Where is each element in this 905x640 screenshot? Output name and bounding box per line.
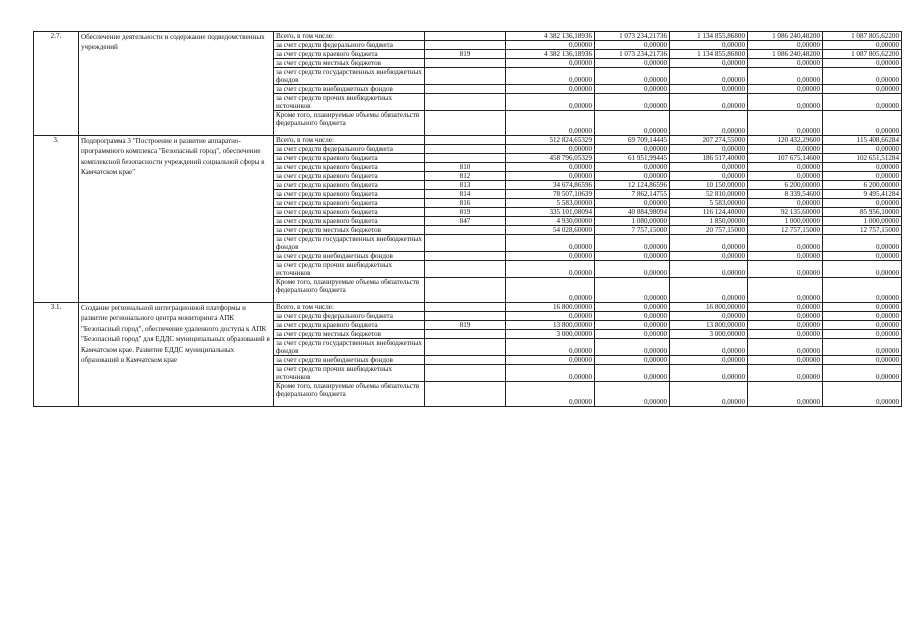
- amount-cell: 1 134 855,86800: [670, 50, 748, 59]
- budget-code: [425, 145, 506, 154]
- funding-source: за счет средств государственных внебюджетных фондов: [274, 339, 425, 356]
- amount-cell: 54 028,60000: [506, 226, 595, 235]
- amount-cell: 0,00000: [670, 382, 748, 407]
- amount-cell: 5 583,00000: [506, 199, 595, 208]
- funding-source: за счет средств краевого бюджета: [274, 217, 425, 226]
- amount-cell: 0,00000: [506, 235, 595, 252]
- amount-cell: 0,00000: [670, 312, 748, 321]
- amount-cell: 115 408,66284: [823, 136, 902, 145]
- amount-cell: 116 124,40000: [670, 208, 748, 217]
- amount-cell: 0,00000: [506, 94, 595, 111]
- budget-code: 819: [425, 208, 506, 217]
- amount-cell: 1 000,00000: [748, 217, 823, 226]
- amount-cell: 69 709,14445: [595, 136, 670, 145]
- amount-cell: 458 796,05329: [506, 154, 595, 163]
- funding-source: за счет средств прочих внебюджетных источников: [274, 261, 425, 278]
- funding-source: Всего, в том числе:: [274, 32, 425, 41]
- amount-cell: 0,00000: [670, 356, 748, 365]
- budget-code: [425, 382, 506, 407]
- amount-cell: 0,00000: [748, 85, 823, 94]
- amount-cell: 0,00000: [506, 365, 595, 382]
- amount-cell: 1 080,00000: [595, 217, 670, 226]
- amount-cell: 0,00000: [823, 145, 902, 154]
- amount-cell: 52 810,00000: [670, 190, 748, 199]
- amount-cell: 34 674,86596: [506, 181, 595, 190]
- funding-source: за счет средств краевого бюджета: [274, 321, 425, 330]
- amount-cell: 85 956,10000: [823, 208, 902, 217]
- amount-cell: 0,00000: [595, 94, 670, 111]
- amount-cell: 0,00000: [595, 321, 670, 330]
- amount-cell: 78 507,10639: [506, 190, 595, 199]
- amount-cell: 12 124,86596: [595, 181, 670, 190]
- amount-cell: 0,00000: [595, 172, 670, 181]
- amount-cell: 0,00000: [595, 312, 670, 321]
- amount-cell: 0,00000: [670, 172, 748, 181]
- budget-code: 816: [425, 199, 506, 208]
- amount-cell: 1 850,00000: [670, 217, 748, 226]
- amount-cell: 0,00000: [506, 111, 595, 136]
- budget-code: [425, 330, 506, 339]
- funding-source: Кроме того, планируемые объемы обязательств федерального бюджета: [274, 111, 425, 136]
- budget-code: [425, 252, 506, 261]
- amount-cell: 1 073 234,21736: [595, 32, 670, 41]
- budget-code: [425, 365, 506, 382]
- amount-cell: 0,00000: [748, 59, 823, 68]
- amount-cell: 0,00000: [748, 163, 823, 172]
- amount-cell: 0,00000: [595, 339, 670, 356]
- amount-cell: 0,00000: [748, 252, 823, 261]
- amount-cell: 0,00000: [506, 59, 595, 68]
- budget-code: [425, 94, 506, 111]
- amount-cell: 335 101,08094: [506, 208, 595, 217]
- budget-code: [425, 235, 506, 252]
- amount-cell: 1 087 805,62200: [823, 50, 902, 59]
- amount-cell: 102 651,51284: [823, 154, 902, 163]
- amount-cell: 0,00000: [748, 111, 823, 136]
- budget-code: [425, 59, 506, 68]
- amount-cell: 0,00000: [670, 68, 748, 85]
- budget-code: 814: [425, 190, 506, 199]
- amount-cell: 107 675,14600: [748, 154, 823, 163]
- budget-code: [425, 85, 506, 94]
- amount-cell: 0,00000: [506, 356, 595, 365]
- funding-source: Кроме того, планируемые объемы обязательств федерального бюджета: [274, 382, 425, 407]
- amount-cell: 1 073 234,21736: [595, 50, 670, 59]
- amount-cell: 0,00000: [748, 235, 823, 252]
- budget-code: [425, 41, 506, 50]
- amount-cell: 0,00000: [748, 172, 823, 181]
- amount-cell: 1 000,00000: [823, 217, 902, 226]
- amount-cell: 0,00000: [823, 68, 902, 85]
- amount-cell: 0,00000: [823, 235, 902, 252]
- amount-cell: 1 086 240,48200: [748, 32, 823, 41]
- budget-code: [425, 32, 506, 41]
- amount-cell: 0,00000: [823, 278, 902, 303]
- amount-cell: 0,00000: [506, 312, 595, 321]
- amount-cell: 0,00000: [823, 356, 902, 365]
- amount-cell: 3 000,00000: [506, 330, 595, 339]
- amount-cell: 0,00000: [823, 382, 902, 407]
- section-name: Создание региональной интеграционной платформы и развитие регионального центра мониторинга АПК "Безопасный город", обеспечение удаленного доступа к АПК "Безопасный город" для ЕДДС муниципальных образований в Камчатском крае. Развитие ЕДДС муниципальных образований в Камчатском крае: [79, 303, 274, 407]
- table-row: [34, 136, 902, 145]
- amount-cell: 0,00000: [506, 339, 595, 356]
- table-row: [34, 32, 902, 41]
- amount-cell: 0,00000: [823, 321, 902, 330]
- funding-source: за счет средств краевого бюджета: [274, 199, 425, 208]
- amount-cell: 0,00000: [748, 312, 823, 321]
- funding-source: за счет средств прочих внебюджетных источников: [274, 365, 425, 382]
- budget-code: [425, 356, 506, 365]
- amount-cell: 0,00000: [823, 163, 902, 172]
- amount-cell: 120 432,29600: [748, 136, 823, 145]
- amount-cell: 0,00000: [670, 111, 748, 136]
- funding-source: за счет средств федерального бюджета: [274, 41, 425, 50]
- funding-source: за счет средств краевого бюджета: [274, 181, 425, 190]
- amount-cell: 0,00000: [823, 111, 902, 136]
- amount-cell: 0,00000: [595, 356, 670, 365]
- amount-cell: 0,00000: [670, 365, 748, 382]
- budget-code: [425, 136, 506, 145]
- funding-source: за счет средств внебюджетных фондов: [274, 356, 425, 365]
- amount-cell: 0,00000: [595, 59, 670, 68]
- amount-cell: 3 000,00000: [670, 330, 748, 339]
- budget-code: 819: [425, 321, 506, 330]
- amount-cell: 9 495,41284: [823, 190, 902, 199]
- budget-code: [425, 154, 506, 163]
- amount-cell: 0,00000: [823, 172, 902, 181]
- amount-cell: 61 951,99445: [595, 154, 670, 163]
- amount-cell: 0,00000: [595, 252, 670, 261]
- amount-cell: 0,00000: [595, 278, 670, 303]
- funding-source: за счет средств краевого бюджета: [274, 208, 425, 217]
- amount-cell: 0,00000: [748, 339, 823, 356]
- amount-cell: 0,00000: [823, 199, 902, 208]
- amount-cell: 0,00000: [670, 261, 748, 278]
- amount-cell: 0,00000: [670, 278, 748, 303]
- budget-code: 813: [425, 181, 506, 190]
- amount-cell: 0,00000: [748, 94, 823, 111]
- amount-cell: 8 339,54600: [748, 190, 823, 199]
- amount-cell: 0,00000: [748, 303, 823, 312]
- amount-cell: 0,00000: [823, 261, 902, 278]
- amount-cell: 0,00000: [823, 365, 902, 382]
- amount-cell: 6 200,00000: [823, 181, 902, 190]
- amount-cell: 0,00000: [595, 235, 670, 252]
- amount-cell: 0,00000: [748, 41, 823, 50]
- funding-source: Всего, в том числе:: [274, 136, 425, 145]
- amount-cell: 0,00000: [670, 163, 748, 172]
- amount-cell: 0,00000: [595, 330, 670, 339]
- amount-cell: 0,00000: [670, 94, 748, 111]
- budget-code: [425, 226, 506, 235]
- amount-cell: 0,00000: [823, 252, 902, 261]
- funding-source: за счет средств краевого бюджета: [274, 190, 425, 199]
- amount-cell: 0,00000: [748, 68, 823, 85]
- amount-cell: 0,00000: [595, 199, 670, 208]
- amount-cell: 0,00000: [595, 261, 670, 278]
- amount-cell: 1 086 240,48200: [748, 50, 823, 59]
- budget-code: [425, 261, 506, 278]
- amount-cell: 207 274,55000: [670, 136, 748, 145]
- amount-cell: 0,00000: [748, 278, 823, 303]
- amount-cell: 0,00000: [670, 85, 748, 94]
- amount-cell: 0,00000: [748, 356, 823, 365]
- amount-cell: 13 800,00000: [506, 321, 595, 330]
- budget-code: 812: [425, 172, 506, 181]
- section-index: 2.7.: [34, 32, 79, 136]
- table-row: [34, 303, 902, 312]
- funding-source: за счет средств краевого бюджета: [274, 172, 425, 181]
- amount-cell: 0,00000: [506, 68, 595, 85]
- funding-source: за счет средств местных бюджетов: [274, 226, 425, 235]
- amount-cell: 0,00000: [595, 41, 670, 50]
- amount-cell: 12 757,15000: [748, 226, 823, 235]
- budget-code: [425, 339, 506, 356]
- funding-source: за счет средств краевого бюджета: [274, 50, 425, 59]
- amount-cell: 4 382 136,18936: [506, 50, 595, 59]
- amount-cell: 0,00000: [595, 365, 670, 382]
- amount-cell: 92 135,60000: [748, 208, 823, 217]
- budget-code: [425, 68, 506, 85]
- funding-source: за счет средств федерального бюджета: [274, 312, 425, 321]
- amount-cell: 0,00000: [823, 41, 902, 50]
- amount-cell: 4 382 136,18936: [506, 32, 595, 41]
- amount-cell: 7 757,15000: [595, 226, 670, 235]
- funding-source: за счет средств местных бюджетов: [274, 330, 425, 339]
- amount-cell: 0,00000: [506, 278, 595, 303]
- amount-cell: 0,00000: [823, 330, 902, 339]
- amount-cell: 0,00000: [670, 252, 748, 261]
- amount-cell: 0,00000: [670, 59, 748, 68]
- amount-cell: 0,00000: [748, 382, 823, 407]
- amount-cell: 0,00000: [670, 145, 748, 154]
- amount-cell: 0,00000: [506, 252, 595, 261]
- amount-cell: 0,00000: [748, 321, 823, 330]
- amount-cell: 0,00000: [748, 145, 823, 154]
- funding-source: за счет средств прочих внебюджетных источников: [274, 94, 425, 111]
- amount-cell: 1 134 855,86800: [670, 32, 748, 41]
- funding-source: за счет средств государственных внебюджетных фондов: [274, 68, 425, 85]
- amount-cell: 0,00000: [506, 41, 595, 50]
- funding-source: за счет средств федерального бюджета: [274, 145, 425, 154]
- section-name: Подпрограмма 3 "Построение и развитие аппаратно-программного комплекса "Безопасный город", обеспечение комплексной безопасности учреждений социальной сферы в Камчатском крае": [79, 136, 274, 303]
- amount-cell: 0,00000: [823, 85, 902, 94]
- budget-code: [425, 111, 506, 136]
- amount-cell: 0,00000: [595, 382, 670, 407]
- amount-cell: 0,00000: [823, 59, 902, 68]
- amount-cell: 186 517,40000: [670, 154, 748, 163]
- budget-code: [425, 278, 506, 303]
- funding-source: за счет средств внебюджетных фондов: [274, 85, 425, 94]
- amount-cell: 0,00000: [670, 339, 748, 356]
- amount-cell: 0,00000: [595, 85, 670, 94]
- funding-source: за счет средств местных бюджетов: [274, 59, 425, 68]
- amount-cell: 0,00000: [595, 303, 670, 312]
- amount-cell: 12 757,15000: [823, 226, 902, 235]
- amount-cell: 0,00000: [748, 330, 823, 339]
- amount-cell: 0,00000: [595, 68, 670, 85]
- budget-table: [33, 31, 902, 407]
- budget-code: [425, 312, 506, 321]
- funding-source: Кроме того, планируемые объемы обязательств федерального бюджета: [274, 278, 425, 303]
- amount-cell: 0,00000: [670, 41, 748, 50]
- funding-source: за счет средств краевого бюджета: [274, 163, 425, 172]
- amount-cell: 0,00000: [670, 235, 748, 252]
- amount-cell: 16 800,00000: [670, 303, 748, 312]
- section-index: 3.: [34, 136, 79, 303]
- funding-source: за счет средств государственных внебюджетных фондов: [274, 235, 425, 252]
- amount-cell: 40 884,98094: [595, 208, 670, 217]
- amount-cell: 20 757,15000: [670, 226, 748, 235]
- amount-cell: 0,00000: [748, 365, 823, 382]
- amount-cell: 0,00000: [506, 382, 595, 407]
- funding-source: Всего, в том числе:: [274, 303, 425, 312]
- amount-cell: 0,00000: [506, 163, 595, 172]
- amount-cell: 0,00000: [748, 261, 823, 278]
- amount-cell: 512 824,65329: [506, 136, 595, 145]
- amount-cell: 0,00000: [823, 94, 902, 111]
- amount-cell: 10 150,00000: [670, 181, 748, 190]
- amount-cell: 6 200,00000: [748, 181, 823, 190]
- budget-code: [425, 303, 506, 312]
- amount-cell: 0,00000: [823, 312, 902, 321]
- amount-cell: 0,00000: [595, 163, 670, 172]
- funding-source: за счет средств краевого бюджета: [274, 154, 425, 163]
- budget-code: 810: [425, 163, 506, 172]
- amount-cell: 0,00000: [748, 199, 823, 208]
- amount-cell: 5 583,00000: [670, 199, 748, 208]
- budget-code: 847: [425, 217, 506, 226]
- funding-source: за счет средств внебюджетных фондов: [274, 252, 425, 261]
- amount-cell: 16 800,00000: [506, 303, 595, 312]
- amount-cell: 0,00000: [506, 145, 595, 154]
- amount-cell: 0,00000: [823, 303, 902, 312]
- section-index: 3.1.: [34, 303, 79, 407]
- amount-cell: 13 800,00000: [670, 321, 748, 330]
- amount-cell: 7 862,14755: [595, 190, 670, 199]
- amount-cell: 0,00000: [506, 261, 595, 278]
- amount-cell: 0,00000: [595, 145, 670, 154]
- amount-cell: 1 087 805,62200: [823, 32, 902, 41]
- amount-cell: 0,00000: [823, 339, 902, 356]
- budget-code: 819: [425, 50, 506, 59]
- amount-cell: 0,00000: [506, 172, 595, 181]
- amount-cell: 0,00000: [595, 111, 670, 136]
- section-name: Обеспечение деятельности и содержание подведомственных учреждений: [79, 32, 274, 136]
- amount-cell: 0,00000: [506, 85, 595, 94]
- amount-cell: 4 930,00000: [506, 217, 595, 226]
